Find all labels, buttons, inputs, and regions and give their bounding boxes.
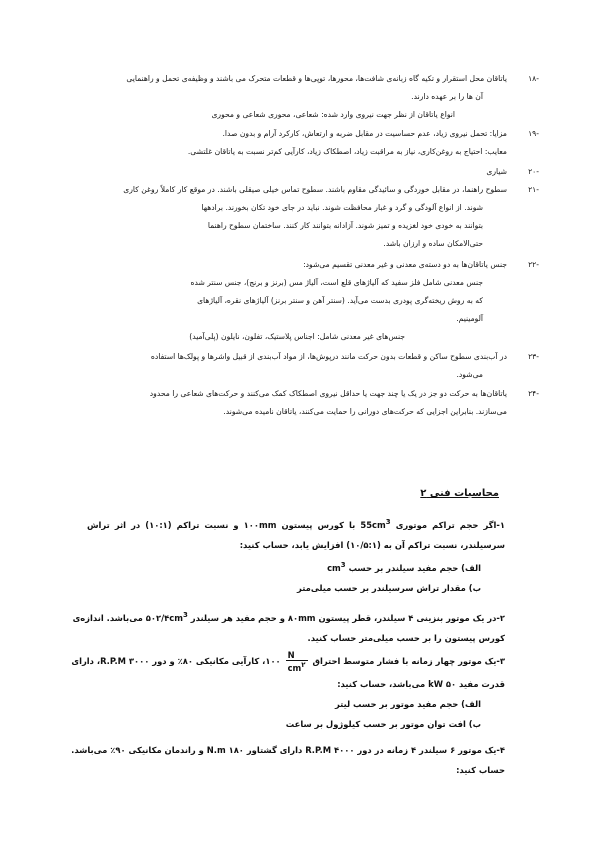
answer-item-21 xyxy=(49,181,539,253)
item-line: مزایا: تحمل نیروی زیاد، عدم حساسیت در مقابل ضربه و ارتعاش، کارکرد آرام و بدون صدا. xyxy=(222,129,507,138)
item-line: می‌شود. xyxy=(456,370,483,379)
item-line: جنس معدنی شامل فلز سفید که آلیاژهای قلع است، آلیاژ مس (برنز و برنج)، جنس سنتر شده xyxy=(190,278,483,287)
q2-volume: $۵۰۲/۴cm^3$ xyxy=(145,611,188,623)
question-1 xyxy=(87,512,505,598)
item-line: جنس یاتاقان‌ها به دو دسته‌ی معدنی و غیر معدنی تقسیم می‌شود: xyxy=(303,260,507,269)
q3-part-a: الف) حجم مفید موتور بر حسب لیتر xyxy=(334,699,481,709)
item-number: ۱۹- xyxy=(528,129,539,138)
superscript: ۲ xyxy=(301,660,306,669)
superscript: 3 xyxy=(340,560,346,569)
q3-text: ۱۰۰، کارآیی مکانیکی ۸۰٪ و دور R.P.M ۳۰۰۰، دارای xyxy=(71,656,281,666)
item-number: ۱۸- xyxy=(528,74,539,83)
item-line: بتوانند به خودی خود لغزیده و تمیز شوند. آزادانه بتوانند کار کنند. ساختمان سطوح راهنما xyxy=(207,221,483,230)
q4-line: حساب کنید: xyxy=(456,765,505,775)
item-line: معایب: احتیاج به روغن‌کاری، نیاز به مراقبت زیاد، اصطکاک زیاد، کارآیی کم‌تر نسبت به یاتاقان غلتشی. xyxy=(187,147,507,156)
question-4 xyxy=(71,740,505,780)
q4-line: ۴-یک موتور ۶ سیلندر ۴ زمانه در دور R.P.M ۴۰۰۰ دارای گشتاور N.m ۱۸۰ و راندمان مکانیکی ۹۰٪ می‌باشد. xyxy=(71,745,505,755)
item-line: حتی‌الامکان ساده و ارزان باشد. xyxy=(383,239,483,248)
item-number: ۲۰- xyxy=(528,167,539,176)
q1-stroke: ۱۰۰mm xyxy=(243,519,277,530)
item-number: ۲۴- xyxy=(528,389,539,398)
superscript: 3 xyxy=(385,518,391,526)
answer-item-18 xyxy=(49,70,539,124)
item-line: می‌سازند. بنابراین اجزایی که حرکت‌های دورانی را حمایت می‌کنند، یاتاقان نامیده می‌شوند. xyxy=(223,407,507,416)
item-line: یاتاقان محل استقرار و تکیه گاه زبانه‌ی شافت‌ها، محورها، توپی‌ها و قطعات متحرک می باشند و وظیفه‌ی تحمل و راهنمایی xyxy=(126,74,507,83)
q3-pressure-fraction: $\frac{N}{cm^۲}$ xyxy=(287,649,306,673)
item-line: یاتاقان‌ها به حرکت دو جز در یک یا چند جهت یا حداقل نیروی اصطکاک کمک می‌کنند و حرکت‌های شعاعی را محدود xyxy=(149,389,507,398)
q3-part-b: ب) افت توان موتور بر حسب کیلوژول بر ساعت xyxy=(285,719,481,729)
q1-part-a: الف) حجم مفید سیلندر بر حسب $cm^3$ xyxy=(327,560,481,573)
q3-text: ۳-یک موتور چهار زمانه با فشار متوسط احتراق xyxy=(312,656,505,666)
item-number: ۲۱- xyxy=(528,185,539,194)
item-line: که به روش ریخته‌گری پودری بدست می‌آید. (سنتر آهن و سنتر برنز) آلیاژهای نقره، آلیاژهای xyxy=(197,296,483,305)
q2-text: می‌باشد. اندازه‌ی xyxy=(72,612,143,623)
question-3 xyxy=(71,648,505,734)
section-title: محاسبات فنی ۲ xyxy=(420,488,499,499)
q3-line: قدرت مفید ۵۰ kW می‌باشد، حساب کنید: xyxy=(337,679,505,689)
item-line: انواع یاتاقان از نظر جهت نیروی وارد شده: شعاعی، محوری شعاعی و محوری xyxy=(211,110,455,119)
question-2 xyxy=(72,605,505,648)
q1-text: و نسبت تراکم (۱۰:۱) در اثر تراش xyxy=(87,519,239,530)
item-line: سطوح راهنما، در مقابل خوردگی و سائیدگی مقاوم باشند. سطوح تماس خیلی صیقلی باشند. در موقع کار کاملاً روغن کاری xyxy=(123,185,507,194)
q1-text: با کورس پیستون xyxy=(281,519,356,530)
q1-volume: $55cm^3$ xyxy=(360,518,391,530)
answer-item-24 xyxy=(49,385,539,421)
q1-line: سرسیلندر، نسبت تراکم آن به (۱۰/۵:۱) افزایش یابد، حساب کنید: xyxy=(239,539,505,550)
q1-text: ۱-اگر حجم تراکم موتوری xyxy=(395,519,506,530)
answer-item-19 xyxy=(49,125,539,161)
item-line: آن ها را بر عهده دارند. xyxy=(411,92,483,101)
item-line: در آب‌بندی سطوح ساکن و قطعات بدون حرکت مانند درپوش‌ها، از مواد آب‌بندی از قبیل واشرها و پولک‌ها استفاده xyxy=(150,352,507,361)
item-number: ۲۳- xyxy=(528,352,539,361)
q2-line: کورس پیستون را بر حسب میلی‌متر حساب کنید. xyxy=(307,632,505,643)
q2-text: ۲-در یک موتور بنزینی ۴ سیلندر، قطر پیستون ۸۰mm و حجم مفید هر سیلندر xyxy=(190,612,505,623)
superscript: 3 xyxy=(182,611,188,619)
item-line: شیاری xyxy=(486,167,507,176)
answer-item-20 xyxy=(49,163,539,181)
q1-unit: $cm^3$ xyxy=(327,560,346,573)
item-line: شوند. از انواع آلودگی و گرد و غبار محافظت شوند. نباید در جای خود تکان بخورند. برادهها xyxy=(201,203,483,212)
item-line: آلومینیم. xyxy=(456,314,483,323)
item-number: ۲۲- xyxy=(528,260,539,269)
item-line: جنس‌های غیر معدنی شامل: اجناس پلاستیک، تفلون، نایلون (پلی‌آمید) xyxy=(189,332,405,341)
answer-item-23 xyxy=(49,348,539,384)
q1-part-b: ب) مقدار تراش سرسیلندر بر حسب میلی‌متر xyxy=(297,582,481,593)
answer-item-22 xyxy=(49,256,539,346)
